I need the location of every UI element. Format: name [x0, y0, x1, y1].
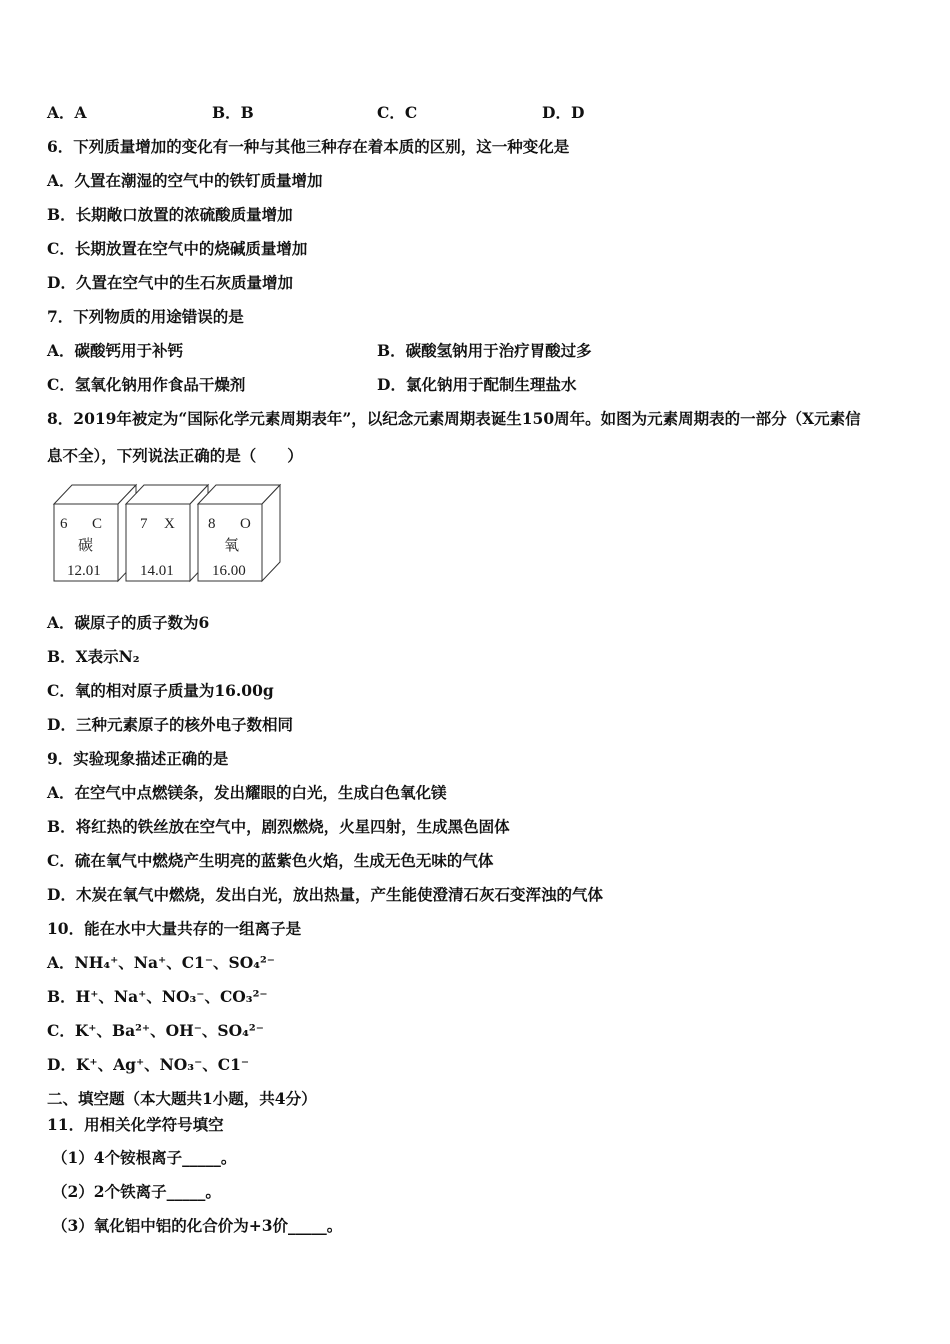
element-cell-carbon — [54, 485, 136, 581]
q5-option-c: C．C — [377, 103, 418, 122]
q5-option-b: B．B — [212, 103, 254, 122]
element-symbol-carbon: C — [92, 516, 103, 532]
periodic-table-figure — [52, 482, 288, 584]
q9-option-b: B．将红热的铁丝放在空气中，剧烈燃烧，火星四射，生成黑色固体 — [47, 817, 510, 836]
q9-stem: 9．实验现象描述正确的是 — [47, 749, 229, 768]
q10-option-d: D．K⁺、Ag⁺、NO₃⁻、C1⁻ — [47, 1055, 250, 1074]
q9-option-c: C．硫在氧气中燃烧产生明亮的蓝紫色火焰，生成无色无味的气体 — [47, 851, 494, 870]
element-cell-oxygen — [198, 485, 280, 581]
element-number-oxygen: 8 — [208, 516, 216, 532]
q7-option-d: D．氯化钠用于配制生理盐水 — [377, 375, 577, 394]
q8-option-c: C．氧的相对原子质量为16.00g — [47, 681, 274, 700]
element-name-carbon: 碳 — [78, 538, 94, 554]
q9-option-a: A．在空气中点燃镁条，发出耀眼的白光，生成白色氧化镁 — [47, 783, 447, 802]
q6-option-d: D．久置在空气中的生石灰质量增加 — [47, 273, 293, 292]
q10-option-a: A．NH₄⁺、Na⁺、C1⁻、SO₄²⁻ — [47, 953, 275, 972]
q10-option-b: B．H⁺、Na⁺、NO₃⁻、CO₃²⁻ — [47, 987, 268, 1006]
q5-option-d: D．D — [542, 103, 585, 122]
q7-stem: 7．下列物质的用途错误的是 — [47, 307, 244, 326]
element-number-carbon: 6 — [60, 516, 68, 532]
q11-item-1: （1）4个铵根离子_____。 — [52, 1148, 237, 1167]
q7-option-b: B．碳酸氢钠用于治疗胃酸过多 — [377, 341, 592, 360]
q8-stem-line1: 8．2019年被定为“国际化学元素周期表年”，以纪念元素周期表诞生150周年。如图为元素周期表的一部分（X元素信 — [47, 409, 861, 428]
q7-option-a: A．碳酸钙用于补钙 — [47, 341, 184, 360]
q7-option-c: C．氢氧化钠用作食品干燥剂 — [47, 375, 246, 394]
section2-heading: 二、填空题（本大题共1小题，共4分） — [47, 1089, 317, 1108]
q6-option-c: C．长期放置在空气中的烧碱质量增加 — [47, 239, 308, 258]
q6-option-a: A．久置在潮湿的空气中的铁钉质量增加 — [47, 171, 323, 190]
q8-option-d: D．三种元素原子的核外电子数相同 — [47, 715, 293, 734]
q8-option-b: B．X表示N₂ — [47, 647, 140, 666]
q6-option-b: B．长期敞口放置的浓硫酸质量增加 — [47, 205, 293, 224]
q6-stem: 6．下列质量增加的变化有一种与其他三种存在着本质的区别，这一种变化是 — [47, 137, 570, 156]
q10-stem: 10．能在水中大量共存的一组离子是 — [47, 919, 302, 938]
element-number-x: 7 — [140, 516, 148, 532]
q9-option-d: D．木炭在氧气中燃烧，发出白光，放出热量，产生能使澄清石灰石变浑浊的气体 — [47, 885, 603, 904]
element-mass-x: 14.01 — [140, 563, 174, 579]
element-mass-oxygen: 16.00 — [212, 563, 246, 579]
q11-item-2: （2）2个铁离子_____。 — [52, 1182, 221, 1201]
element-name-oxygen: 氧 — [224, 538, 240, 554]
q10-option-c: C．K⁺、Ba²⁺、OH⁻、SO₄²⁻ — [47, 1021, 264, 1040]
element-mass-carbon: 12.01 — [67, 563, 101, 579]
q5-option-a: A．A — [47, 103, 87, 122]
q11-item-3: （3）氧化铝中铝的化合价为+3价_____。 — [52, 1216, 343, 1235]
q11-stem: 11．用相关化学符号填空 — [47, 1115, 224, 1134]
element-cell-x — [126, 485, 208, 581]
element-symbol-x: X — [164, 516, 175, 532]
q8-stem-line2: 息不全），下列说法正确的是（ ） — [47, 446, 303, 465]
element-symbol-oxygen: O — [240, 516, 251, 532]
q8-option-a: A．碳原子的质子数为6 — [47, 613, 210, 632]
